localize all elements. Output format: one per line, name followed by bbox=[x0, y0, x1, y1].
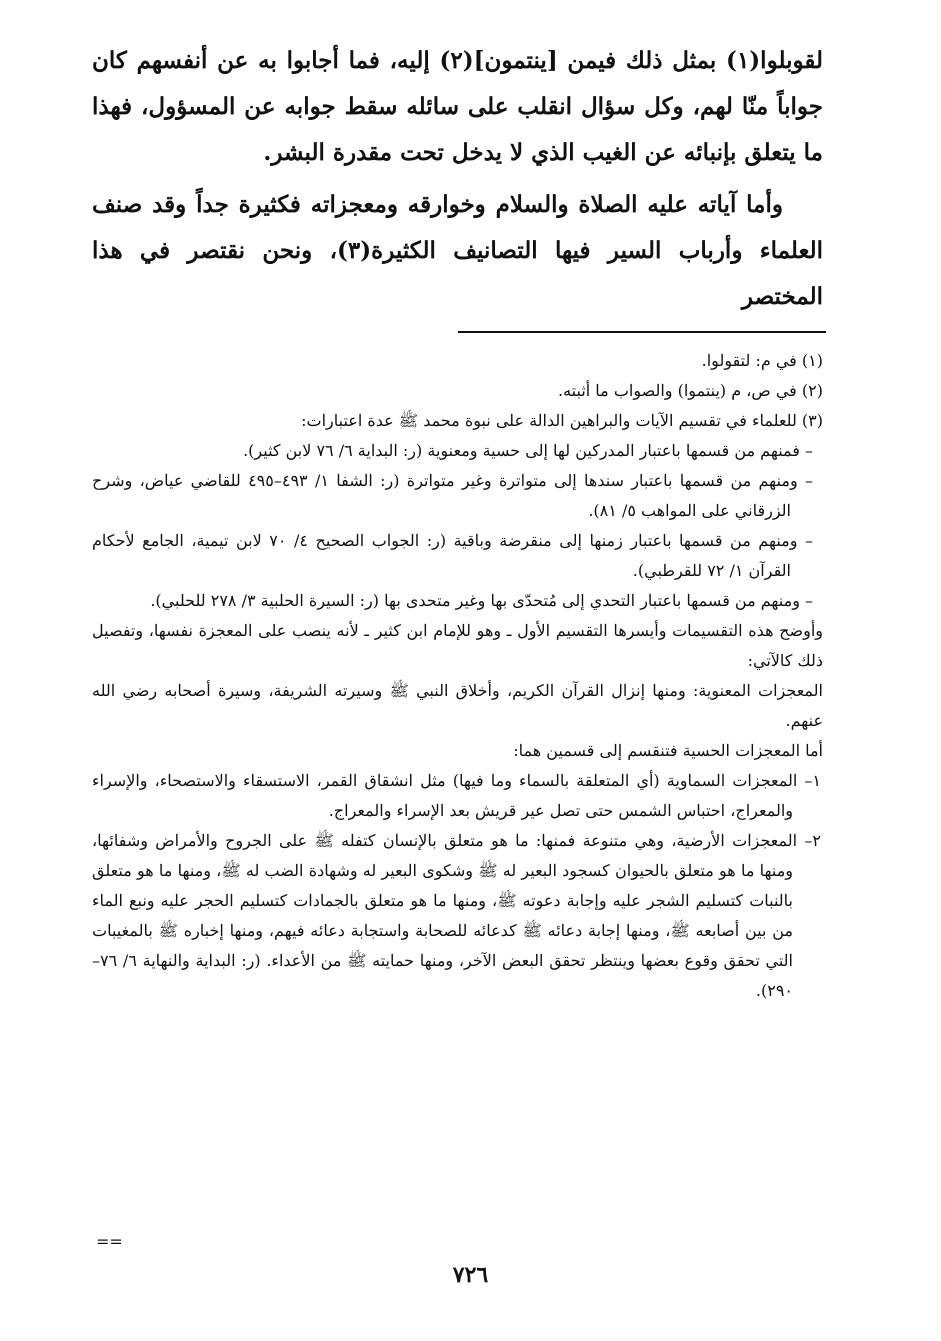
footnote-3-moral-miracles: المعجزات المعنوية: ومنها إنزال القرآن الكريم، وأخلاق النبي ﷺ وسيرته الشريفة، وسيرة أصحابه رضي الله عنهم. bbox=[92, 681, 823, 730]
footnote-3-item-4: – ومنهم من قسمها باعتبار التحدي إلى مُتحدّى بها وغير متحدى بها (ر: السيرة الحلبية ٣/ ٢٧٨ للحلبي). bbox=[150, 591, 813, 610]
paragraph-1: لقوبلوا(١) بمثل ذلك فيمن [ينتمون](٢) إليه، فما أجابوا به عن أنفسهم كان جواباً منّا لهم، وكل سؤال انقلب على سائله سقط جوابه عن المسؤول، فهذا ما يتعلق بإنبائه عن الغيب الذي لا يدخل تحت مقدرة البشر. bbox=[92, 47, 823, 166]
footnote-3-item-2: – ومنهم من قسمها باعتبار سندها إلى متواترة وغير متواترة (ر: الشفا ١/ ٤٩٣–٤٩٥ للقاضي عياض، وشرح الزرقاني على المواهب ٥/ ٨١). bbox=[92, 471, 813, 520]
footnote-3-sensory-intro: أما المعجزات الحسية فتنقسم إلى قسمين هما: bbox=[513, 741, 823, 760]
footnotes bbox=[92, 346, 823, 1006]
footnote-3-summary: وأوضح هذه التقسيمات وأيسرها التقسيم الأول ـ وهو للإمام ابن كثير ـ لأنه ينصب على المعجزة نفسها، وتفصيل ذلك كالآتي: bbox=[92, 621, 823, 670]
footnote-3-sensory-2: ٢– المعجزات الأرضية، وهي متنوعة فمنها: ما هو متعلق بالإنسان كتفله ﷺ على الجروح والأمراض وشفائها، ومنها ما هو متعلق بالحيوان كسجود البعير له ﷺ وشكوى البعير له وشهادة الضب له ﷺ، ومنها ما هو متعلق بالنبات كتسليم الشجر عليه وإجابة دعوته ﷺ، ومنها ما هو متعلق بالجمادات كتسليم الحجر عليه ونبع الماء من بين أصابعه ﷺ، ومنها إجابة دعائه ﷺ كدعائه للصحابة واستجابة دعائه فيهم، ومنها إخباره ﷺ بالمغيبات التي تحقق وقوع بعضها وينتظر تحقق البعض الآخر، ومنها حمايته ﷺ من الأعداء. (ر: البداية والنهاية ٦/ ٧٦–٢٩٠). bbox=[92, 831, 821, 1000]
footnote-1: (١) في م: لتقولوا. bbox=[701, 351, 823, 370]
continuation-marker: == bbox=[96, 1232, 123, 1251]
footnote-3: (٣) للعلماء في تقسيم الآيات والبراهين الدالة على نبوة محمد ﷺ عدة اعتبارات: bbox=[301, 411, 823, 430]
main-text bbox=[92, 38, 823, 320]
footnote-separator bbox=[458, 331, 826, 333]
page-number: ٧٢٦ bbox=[452, 1262, 489, 1288]
footnote-2: (٢) في ص، م (ينتموا) والصواب ما أثبته. bbox=[558, 381, 823, 400]
footnote-3-sensory-1: ١– المعجزات السماوية (أي المتعلقة بالسماء وما فيها) مثل انشقاق القمر، الاستسقاء والاستصحاء، والإسراء والمعراج، احتباس الشمس حتى تصل عير قريش بعد الإسراء والمعراج. bbox=[92, 771, 821, 820]
paragraph-2: وأما آياته عليه الصلاة والسلام وخوارقه ومعجزاته فكثيرة جداً وقد صنف العلماء وأرباب السير فيها التصانيف الكثيرة(٣)، ونحن نقتصر في هذا المختصر bbox=[92, 191, 823, 310]
footnote-3-item-3: – ومنهم من قسمها باعتبار زمنها إلى منقرضة وباقية (ر: الجواب الصحيح ٤/ ٧٠ لابن تيمية، الجامع لأحكام القرآن ١/ ٧٢ للقرطبي). bbox=[92, 531, 813, 580]
footnote-3-item-1: – فمنهم من قسمها باعتبار المدركين لها إلى حسية ومعنوية (ر: البداية ٦/ ٧٦ لابن كثير). bbox=[243, 441, 813, 460]
